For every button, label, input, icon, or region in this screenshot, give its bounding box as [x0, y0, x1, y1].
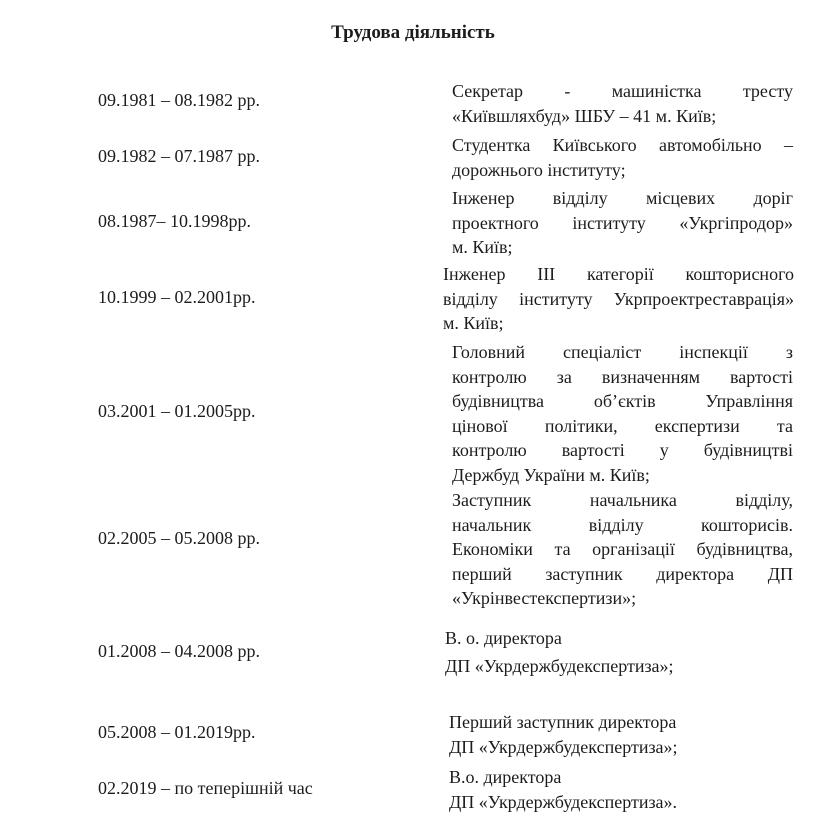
entry-description: [443, 262, 794, 336]
entry-line: В. о. директора: [445, 628, 562, 648]
entry-line: контролю за визначенням вартості: [452, 366, 793, 387]
entry-description: [452, 186, 793, 260]
entry-line: Заступник начальника відділу,: [452, 490, 793, 510]
entry-description: [452, 79, 793, 128]
entry-description: [452, 488, 793, 611]
entry-date: 09.1981 – 08.1982 рр.: [98, 90, 260, 110]
entry-line: контролю вартості у будівництві: [452, 440, 793, 460]
entry-line: Секретар - машиністка тресту: [452, 81, 793, 101]
entry-date: 09.1982 – 07.1987 рр.: [98, 146, 260, 166]
entry-line: цінової політики, експертизи та: [452, 415, 793, 436]
entry-line: В.о. директора: [449, 767, 562, 787]
entry-line: ДП «Укрдержбудекспертиза»;: [445, 656, 674, 676]
entry-date: 02.2019 – по теперішній час: [98, 778, 313, 798]
entry-description: [452, 340, 793, 487]
entry-description: [449, 710, 790, 759]
entry-line: Економіки та організації будівництва,: [452, 539, 793, 559]
entry-date: 01.2008 – 04.2008 рр.: [98, 641, 260, 661]
entry-line: Інженер III категорії кошторисного: [443, 264, 794, 284]
entry-line: дорожнього інституту;: [452, 159, 626, 180]
entry-line: проектного інституту «Укргіпродор»: [452, 212, 793, 233]
entry-line: Інженер відділу місцевих доріг: [452, 188, 793, 208]
entry-line: Держбуд України м. Київ;: [452, 464, 650, 485]
entry-date: 10.1999 – 02.2001рр.: [98, 287, 256, 307]
entry-line: м. Київ;: [452, 237, 513, 257]
entry-line: начальник відділу кошторисів.: [452, 514, 793, 535]
entry-description: [449, 765, 790, 814]
entry-line: «Укрінвестекспертизи»;: [452, 588, 637, 608]
entry-line: відділу інституту Укрпроектреставрація»: [443, 288, 794, 309]
entry-line: ДП «Укрдержбудекспертиза»;: [449, 736, 678, 757]
document-title: Трудова діяльність: [331, 22, 495, 43]
entry-line: перший заступник директора ДП: [452, 563, 793, 584]
entry-line: «Київшляхбуд» ШБУ – 41 м. Київ;: [452, 105, 717, 126]
entry-line: ДП «Укрдержбудекспертиза».: [449, 791, 678, 812]
entry-date: 08.1987– 10.1998рр.: [98, 211, 251, 231]
entry-line: м. Київ;: [443, 313, 504, 333]
entry-date: 02.2005 – 05.2008 рр.: [98, 528, 260, 548]
entry-line: Головний спеціаліст інспекції з: [452, 342, 793, 362]
entry-date: 05.2008 – 01.2019рр.: [98, 722, 256, 742]
entry-description: [445, 624, 786, 680]
entry-line: Студентка Київського автомобільно –: [452, 135, 793, 155]
entry-line: будівництва об’єктів Управління: [452, 391, 793, 411]
entry-line: Перший заступник директора: [449, 712, 677, 732]
entry-date: 03.2001 – 01.2005рр.: [98, 401, 256, 421]
entry-description: [452, 133, 793, 182]
